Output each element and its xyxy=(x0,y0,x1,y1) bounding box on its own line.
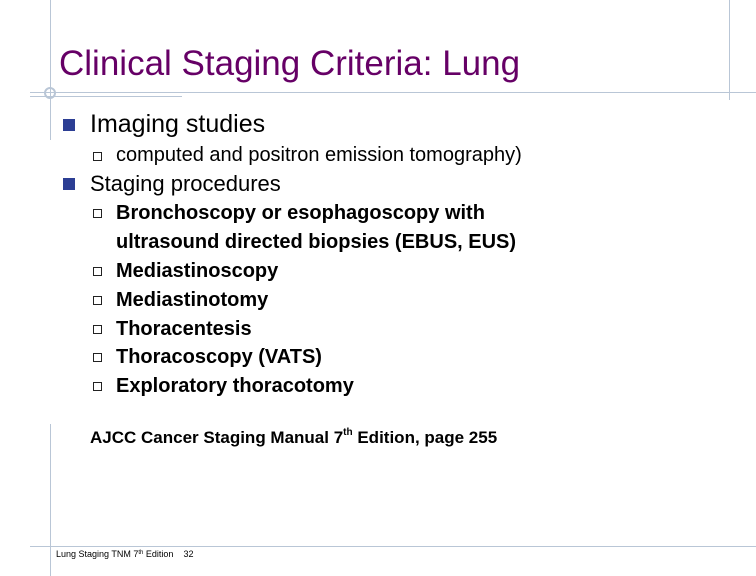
item-text: Mediastinoscopy xyxy=(116,260,279,282)
slide-title: Clinical Staging Criteria: Lung xyxy=(59,44,521,83)
item-text: ultrasound directed biopsies (EBUS, EUS) xyxy=(116,231,517,253)
footer-superscript: th xyxy=(138,550,144,556)
item-text: Thoracentesis xyxy=(116,318,252,340)
reference-citation xyxy=(90,427,497,448)
hollow-square-bullet-icon xyxy=(93,267,102,276)
left-vertical-rule-top xyxy=(50,0,51,140)
reference-superscript: th xyxy=(343,427,353,438)
page-number: 32 xyxy=(183,549,194,559)
square-bullet-icon xyxy=(63,119,75,131)
item-text: Exploratory thoracotomy xyxy=(116,375,354,397)
hollow-square-bullet-icon xyxy=(93,382,102,391)
hollow-square-bullet-icon xyxy=(93,353,102,362)
reference-text-rest: Edition, page 255 xyxy=(352,428,498,447)
hollow-square-bullet-icon xyxy=(93,296,102,305)
item-text: Bronchoscopy or esophagoscopy with xyxy=(116,202,485,224)
corner-circle-ornament xyxy=(44,87,56,99)
square-bullet-icon xyxy=(63,178,75,190)
item-text: Mediastinotomy xyxy=(116,289,269,311)
hollow-square-bullet-icon xyxy=(93,325,102,334)
footer-text-rest: Edition xyxy=(143,549,174,559)
footer-text: Lung Staging TNM 7 xyxy=(56,549,139,559)
slide-footer xyxy=(56,549,193,559)
hollow-square-bullet-icon xyxy=(93,209,102,218)
item-text: Thoracoscopy (VATS) xyxy=(116,346,322,368)
reference-text: AJCC Cancer Staging Manual 7 xyxy=(90,428,344,447)
right-vertical-rule xyxy=(729,0,730,100)
footer-rule xyxy=(30,546,756,547)
title-underline xyxy=(30,92,756,93)
section-heading: Imaging studies xyxy=(90,110,266,138)
section-heading: Staging procedures xyxy=(90,171,281,196)
item-text: computed and positron emission tomography) xyxy=(116,144,522,166)
hollow-square-bullet-icon xyxy=(93,152,102,161)
left-vertical-rule-bottom xyxy=(50,424,51,576)
